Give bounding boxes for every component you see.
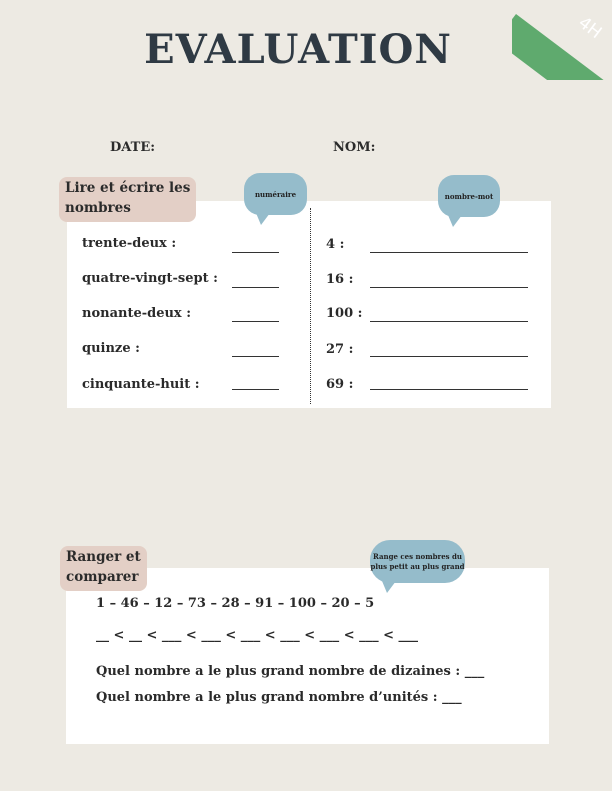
- right-item-5: 69 :: [326, 377, 354, 392]
- answer-blank-right-3[interactable]: [370, 321, 528, 322]
- answer-blank-right-5[interactable]: [370, 389, 528, 390]
- left-item-3: nonante-deux :: [82, 306, 192, 321]
- bubble-nombre-mot: [438, 175, 500, 217]
- bubble-numeraire-text: numéraire: [254, 189, 297, 199]
- answer-blank-right-1[interactable]: [370, 252, 528, 253]
- right-item-4: 27 :: [326, 342, 354, 357]
- section2-tag-line2: comparer: [66, 569, 139, 585]
- bubble-numeraire: [244, 173, 307, 215]
- right-item-3: 100 :: [326, 306, 363, 321]
- bubble-ranger: [370, 540, 465, 583]
- left-item-4: quinze :: [82, 341, 140, 356]
- section2-card: [66, 568, 549, 744]
- question-dizaines: Quel nombre a le plus grand nombre de dizaines : ___: [96, 664, 485, 679]
- answer-blank-left-3[interactable]: [232, 321, 279, 322]
- question-unites: Quel nombre a le plus grand nombre d’unités : ___: [96, 690, 462, 705]
- answer-blank-left-2[interactable]: [232, 287, 279, 288]
- answer-blank-left-1[interactable]: [232, 252, 279, 253]
- date-label: DATE:: [110, 140, 156, 155]
- corner-label: 4H: [574, 12, 606, 44]
- answer-blank-left-4[interactable]: [232, 356, 279, 357]
- bubble-tail: [382, 581, 396, 593]
- bubble-nombre-mot-text: nombre-mot: [444, 191, 494, 201]
- corner-ribbon: [512, 0, 612, 80]
- right-item-1: 4 :: [326, 237, 345, 252]
- left-item-5: cinquante-huit :: [82, 377, 200, 392]
- bubble-ranger-line1: Range ces nombres du: [372, 551, 463, 561]
- bubble-tail: [256, 213, 270, 225]
- section1-tag-line2: nombres: [65, 200, 131, 216]
- section1-tag: [59, 177, 196, 222]
- bubble-ranger-line2: plus petit au plus grand: [370, 561, 465, 571]
- answer-blank-right-2[interactable]: [370, 287, 528, 288]
- bubble-ranger-text: [370, 552, 464, 572]
- answer-blank-right-4[interactable]: [370, 356, 528, 357]
- column-divider: [310, 208, 311, 404]
- page-title: EVALUATION: [144, 26, 452, 73]
- left-item-2: quatre-vingt-sept :: [82, 271, 218, 286]
- section2-tag-line1: Ranger et: [66, 549, 141, 565]
- section1-tag-line1: Lire et écrire les: [65, 180, 191, 196]
- bubble-tail: [448, 215, 462, 227]
- right-item-2: 16 :: [326, 272, 354, 287]
- section2-tag: [60, 546, 147, 591]
- ordering-blanks[interactable]: __ < __ < ___ < ___ < ___ < ___ < ___ < ___ < ___: [96, 628, 419, 643]
- name-label: NOM:: [333, 140, 376, 155]
- number-sequence: 1 – 46 – 12 – 73 – 28 – 91 – 100 – 20 – 5: [96, 596, 375, 611]
- answer-blank-left-5[interactable]: [232, 389, 279, 390]
- left-item-1: trente-deux :: [82, 236, 177, 251]
